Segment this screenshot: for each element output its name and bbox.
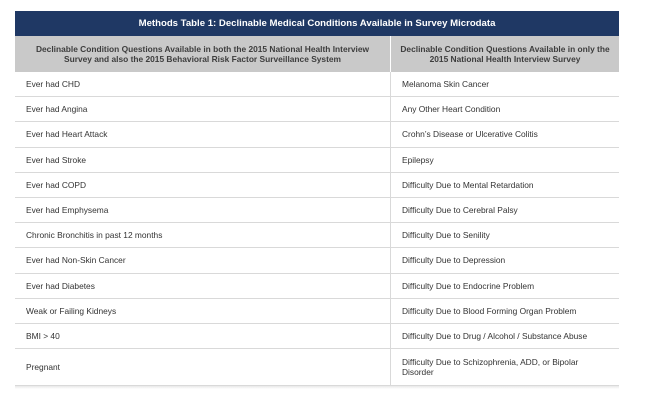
cell-nhis-only: Difficulty Due to Depression xyxy=(402,255,506,266)
cell-both-surveys: Ever had COPD xyxy=(15,173,391,197)
table-row xyxy=(15,274,619,299)
table-row xyxy=(15,173,619,198)
table-row xyxy=(15,198,619,223)
cell-both-surveys: Chronic Bronchitis in past 12 months xyxy=(15,223,391,247)
cell-nhis-only: Crohn’s Disease or Ulcerative Colitis xyxy=(402,129,538,140)
table-row xyxy=(15,122,619,147)
header-nhis-only: Declinable Condition Questions Available in only the 2015 National Health Interview Survey xyxy=(400,44,610,64)
header-both-surveys: Declinable Condition Questions Available in both the 2015 National Health Interview Survey and also the 2015 Behavioral Risk Factor Surveillance System xyxy=(15,36,391,72)
table-row xyxy=(15,349,619,386)
table-title: Methods Table 1: Declinable Medical Conditions Available in Survey Microdata xyxy=(15,11,619,36)
cell-both-surveys: Ever had Non-Skin Cancer xyxy=(15,248,391,272)
cell-both-surveys: Ever had CHD xyxy=(15,72,391,96)
table-row xyxy=(15,97,619,122)
cell-nhis-only: Any Other Heart Condition xyxy=(402,104,501,115)
table-row xyxy=(15,72,619,97)
cell-nhis-only: Difficulty Due to Senility xyxy=(402,230,490,241)
cell-both-surveys: Pregnant xyxy=(15,349,391,385)
cell-nhis-only: Difficulty Due to Blood Forming Organ Problem xyxy=(402,305,577,316)
table-row xyxy=(15,223,619,248)
table-row xyxy=(15,148,619,173)
table-body xyxy=(15,72,619,386)
cell-both-surveys: BMI > 40 xyxy=(15,324,391,348)
cell-both-surveys: Weak or Failing Kidneys xyxy=(15,299,391,323)
cell-nhis-only: Difficulty Due to Endocrine Problem xyxy=(402,280,535,291)
table-bottom-edge xyxy=(15,386,619,389)
conditions-table xyxy=(15,11,619,389)
cell-nhis-only: Difficulty Due to Cerebral Palsy xyxy=(402,205,518,216)
table-row xyxy=(15,324,619,349)
cell-both-surveys: Ever had Diabetes xyxy=(15,274,391,298)
cell-both-surveys: Ever had Angina xyxy=(15,97,391,121)
cell-both-surveys: Ever had Emphysema xyxy=(15,198,391,222)
table-row xyxy=(15,299,619,324)
cell-both-surveys: Ever had Stroke xyxy=(15,148,391,172)
cell-nhis-only: Melanoma Skin Cancer xyxy=(402,79,490,90)
cell-nhis-only: Difficulty Due to Mental Retardation xyxy=(402,179,534,190)
cell-both-surveys: Ever had Heart Attack xyxy=(15,122,391,146)
cell-nhis-only: Difficulty Due to Schizophrenia, ADD, or Bipolar Disorder xyxy=(402,357,579,378)
cell-nhis-only: Difficulty Due to Drug / Alcohol / Substance Abuse xyxy=(402,330,588,341)
cell-nhis-only: Epilepsy xyxy=(402,154,434,165)
table-row xyxy=(15,248,619,273)
table-header-row xyxy=(15,36,619,72)
